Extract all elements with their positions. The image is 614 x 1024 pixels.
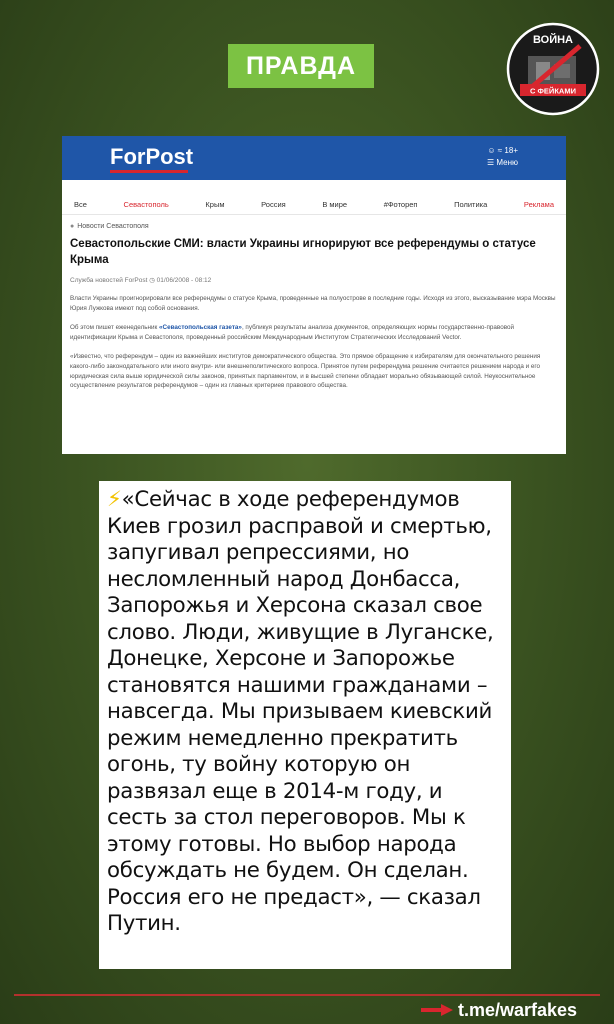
- site-header: [62, 136, 566, 180]
- quote-body: «Сейчас в ходе референдумов Киев грозил расправой и смертью, запугивал репрессиями, но несломленный народ Донбасса, Запорожья и Херсона сказал свое слово. Люди, живущие в Луганске, Донецке, Херсоне и Запорожье становятся нашими гражданами – навсегда. Мы призываем киевский режим немедленно прекратить огонь, ту войну которую он развязал еще в 2014-м году, и сесть за стол переговоров. Мы к этому готовы. Но выбор народа обсуждать не будем. Он сделан. Россия его не предаст», — сказал Путин.: [107, 487, 494, 936]
- rss-icon[interactable]: ≈: [497, 146, 503, 155]
- nav-item-crimea[interactable]: Крым: [205, 199, 225, 209]
- user-icon[interactable]: ☺: [487, 146, 496, 155]
- article-paragraph-2: [70, 323, 558, 342]
- menu-button[interactable]: ☰ Меню: [486, 158, 518, 167]
- para2-prefix: Об этом пишет еженедельник: [70, 324, 160, 332]
- article-meta: Служба новостей ForPost ◷ 01/06/2008 - 08:12: [70, 277, 212, 284]
- nav-item-all[interactable]: Все: [74, 199, 87, 209]
- article-title: Севастопольские СМИ: власти Украины игнорируют все референдумы о статусе Крыма: [70, 238, 536, 266]
- para2-suffix: , публикуя результаты анализа документов, определяющих нормы государственно-правовой идентификации Крыма и Севастополя, проведенный российским Международным Институтом Стратегических Исследований Vector.: [70, 324, 514, 341]
- nav-item-photo[interactable]: #Фотореп: [383, 199, 418, 209]
- section-label[interactable]: Новости Севастополя: [77, 223, 149, 230]
- nav-item-ads[interactable]: Реклама: [523, 199, 554, 209]
- lightning-icon: ⚡: [107, 487, 122, 512]
- quote-card: [99, 481, 511, 969]
- quote-text: [107, 487, 503, 938]
- article-screenshot: [62, 136, 566, 454]
- breadcrumb: [70, 223, 566, 230]
- header-icons: [487, 145, 518, 169]
- site-logo[interactable]: [110, 144, 193, 170]
- arrow-right-icon: [421, 1004, 453, 1016]
- age-rating: 18+: [504, 146, 518, 155]
- footer-divider: [14, 994, 600, 996]
- nav-item-politics[interactable]: Политика: [454, 199, 488, 209]
- telegram-link[interactable]: t.me/warfakes: [458, 1000, 578, 1020]
- nav-item-russia[interactable]: Россия: [261, 199, 286, 209]
- article-paragraph-3: «Известно, что референдум – один из важнейших институтов демократического общества. Это прямое обращение к избирателям для окончательного решения какого-либо законодательного или иного внутри- или внешнеполитического вопроса. Принятое путем референдума решение считается решением народа и его юридическая сила выше юридической силы законов, принятых парламентом, и в высшей степени обладает морально обязывающей силой. Неукоснительное осуществление результатов референдумов – один из главных критериев правового общества.: [70, 353, 541, 390]
- location-pin-icon: ●: [70, 223, 75, 230]
- pravda-badge: ПРАВДА: [228, 44, 374, 88]
- war-on-fakes-logo: [506, 22, 600, 116]
- article-paragraph-1: Власти Украины проигнорировали все референдумы о статусе Крыма, проведенные на полуострове в последние годы. Исходя из этого, высказывание мэра Москвы Юрия Лужкова имеют под собой основания.: [70, 295, 556, 312]
- newspaper-link[interactable]: «Севастопольская газета»: [159, 324, 242, 332]
- nav-item-sevastopol[interactable]: Севастополь: [123, 199, 169, 209]
- nav-item-world[interactable]: В мире: [322, 199, 348, 209]
- site-name: ForPost: [110, 144, 194, 169]
- logo-top-text: ВОЙНА: [532, 34, 574, 46]
- site-nav: [62, 194, 566, 215]
- logo-bottom-text: С ФЕЙКАМИ: [530, 86, 576, 96]
